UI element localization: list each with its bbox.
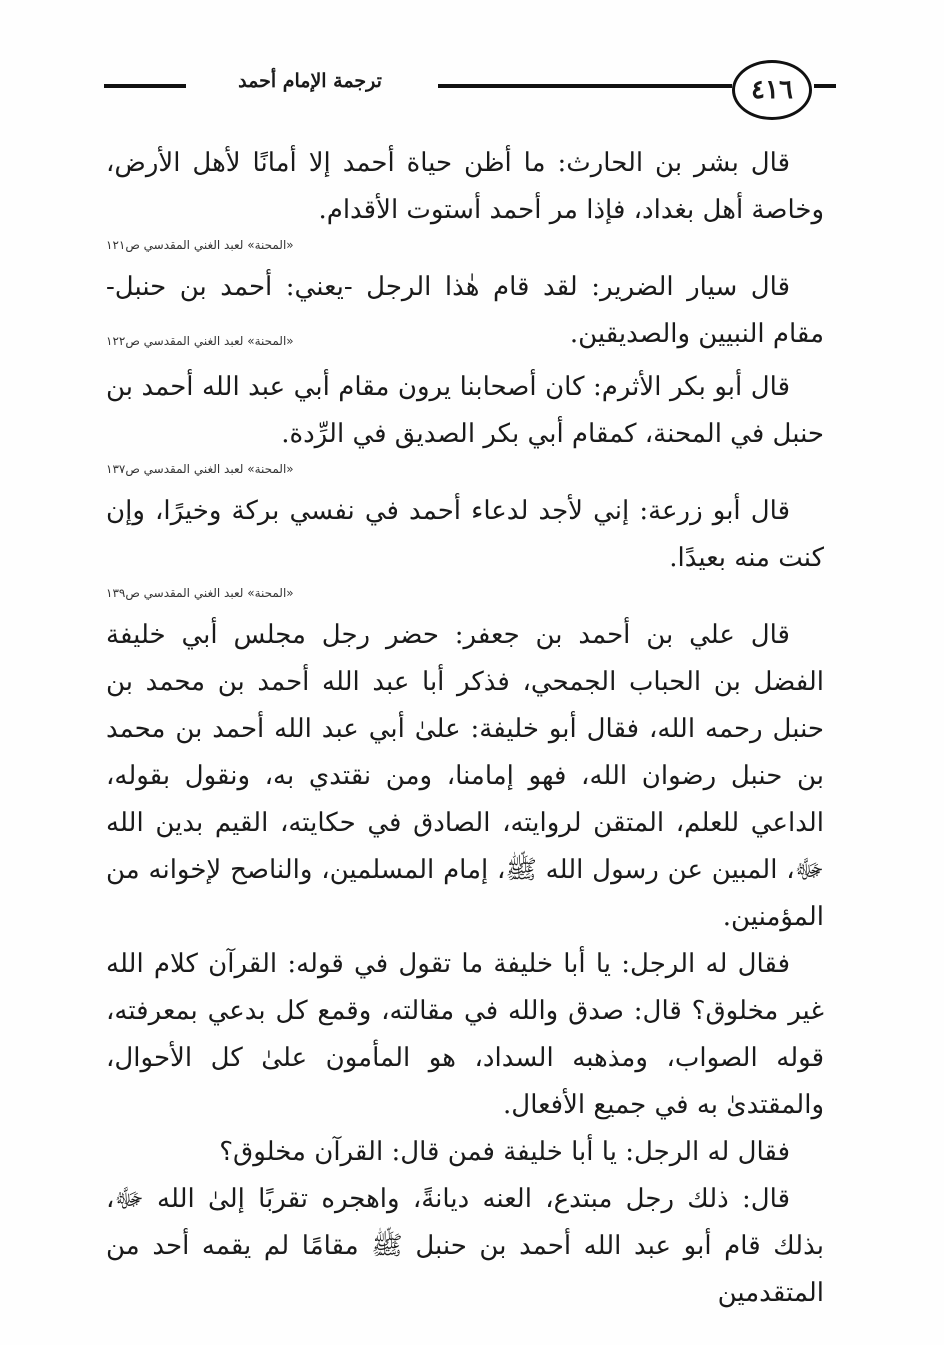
source-citation: «المحنة» لعبد الغني المقدسي ص١٢١ bbox=[106, 238, 294, 252]
page-header bbox=[96, 58, 836, 118]
running-title: ترجمة الإمام أحمد bbox=[238, 70, 382, 92]
header-rule-middle bbox=[438, 84, 732, 88]
paragraph-question-makhluq: فقال له الرجل: يا أبا خليفة فمن قال: القرآن مخلوق؟ bbox=[219, 1137, 790, 1167]
paragraph-ali-ibn-ahmad: قال علي بن أحمد بن جعفر: حضر رجل مجلس أبي خليفة الفضل بن الحباب الجمحي، فذكر أبا عبد الله أحمد بن محمد بن حنبل رحمه الله، فقال أبو خليفة: علىٰ أبي عبد الله أحمد بن محمد بن حنبل رضوان الله، فهو إمامنا، ومن نقتدي به، ونقول بقوله، الداعي للعلم، المتقن لروايته، الصادق في حكايته، القيم بدين الله ﷻ، المبين عن رسول الله ﷺ، إمام المسلمين، والناصح لإخوانه من المؤمنين. bbox=[106, 620, 824, 932]
paragraph-question-quran: فقال له الرجل: يا أبا خليفة ما تقول في قوله: القرآن كلام الله غير مخلوق؟ قال: صدق والله في مقالته، وقمع كل بدعي بمعرفته، قوله الصواب، ومذهبه السداد، هو المأمون علىٰ كل الأحوال، والمقتدىٰ به في جميع الأفعال. bbox=[106, 949, 824, 1120]
header-rule-right bbox=[814, 84, 836, 88]
paragraph-abu-zura: قال أبو زرعة: إني لأجد لدعاء أحمد في نفسي بركة وخيرًا، وإن كنت منه بعيدًا. bbox=[106, 496, 824, 573]
page-body bbox=[106, 140, 824, 1317]
paragraph-bishr: قال بشر بن الحارث: ما أظن حياة أحمد إلا أمانًا لأهل الأرض، وخاصة أهل بغداد، فإذا مر أحمد أستوت الأقدام. bbox=[106, 148, 824, 225]
paragraph-sayyar-block bbox=[106, 264, 824, 358]
header-rule-left bbox=[104, 84, 186, 88]
source-citation: «المحنة» لعبد الغني المقدسي ص١٣٧ bbox=[106, 462, 294, 476]
page-number: ٤١٦ bbox=[732, 60, 812, 120]
source-citation: «المحنة» لعبد الغني المقدسي ص١٣٩ bbox=[106, 586, 294, 600]
paragraph-answer: قال: ذلك رجل مبتدع، العنه ديانةً، واهجره تقربًا إلىٰ الله ﷻ، بذلك قام أبو عبد الله أحمد بن حنبل ﷺ مقامًا لم يقمه أحد من المتقدمين bbox=[106, 1184, 824, 1308]
paragraph-sayyar: قال سيار الضرير: لقد قام هٰذا الرجل -يعني: أحمد بن حنبل- مقام النبيين والصديقين. bbox=[106, 272, 824, 349]
paragraph-athram: قال أبو بكر الأثرم: كان أصحابنا يرون مقام أبي عبد الله أحمد بن حنبل في المحنة، كمقام أبي بكر الصديق في الرِّدة. bbox=[106, 372, 824, 449]
source-citation: «المحنة» لعبد الغني المقدسي ص١٢٢ bbox=[106, 334, 294, 348]
